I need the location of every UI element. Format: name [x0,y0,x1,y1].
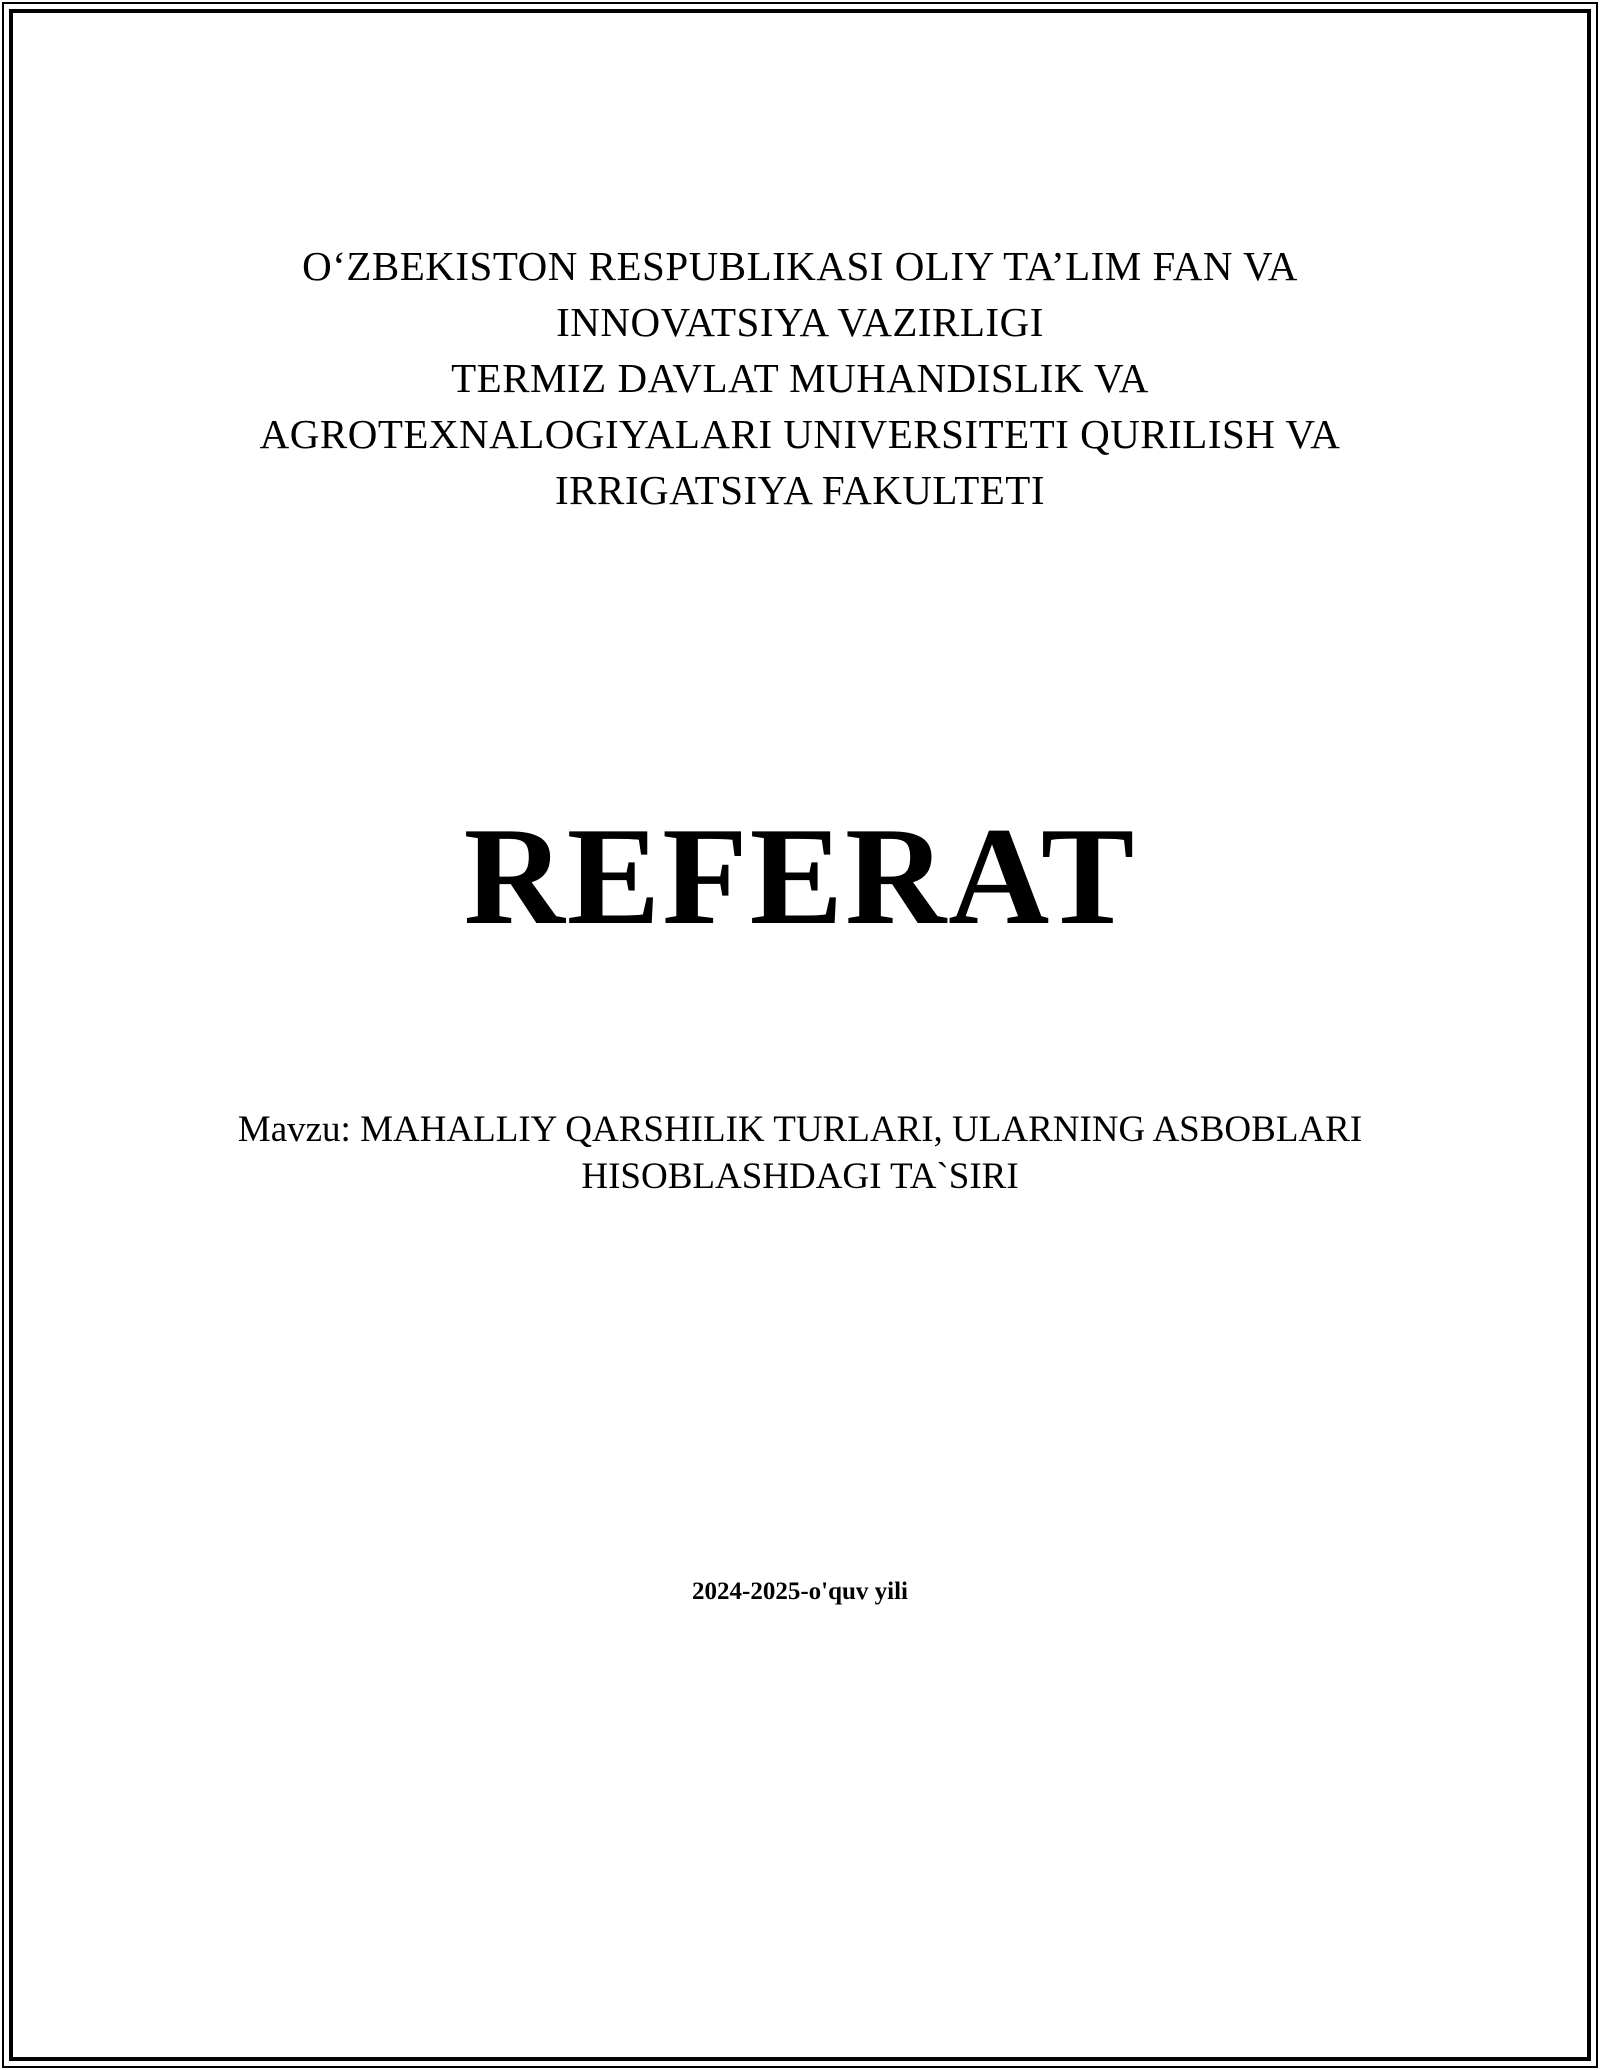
header-line-3: TERMIZ DAVLAT MUHANDISLIK VA [451,355,1149,401]
topic-line-1: Mavzu: MAHALLIY QARSHILIK TURLARI, ULARNING ASBOBLARI [237,1109,1363,1150]
header-line-1: O‘ZBEKISTON RESPUBLIKASI OLIY TA’LIM FAN VA [302,243,1298,289]
header-line-5: IRRIGATSIYA FAKULTETI [555,467,1045,513]
topic-line-2: HISOBLASHDAGI TA`SIRI [581,1156,1019,1197]
ministry-header [120,238,1480,518]
header-line-2: INNOVATSIYA VAZIRLIGI [556,299,1044,345]
header-line-4: AGROTEXNALOGIYALARI UNIVERSITETI QURILISH VA [259,411,1341,457]
topic-block [100,1106,1500,1200]
document-title: REFERAT [463,799,1137,954]
academic-year: 2024-2025-o'quv yili [692,1578,908,1605]
